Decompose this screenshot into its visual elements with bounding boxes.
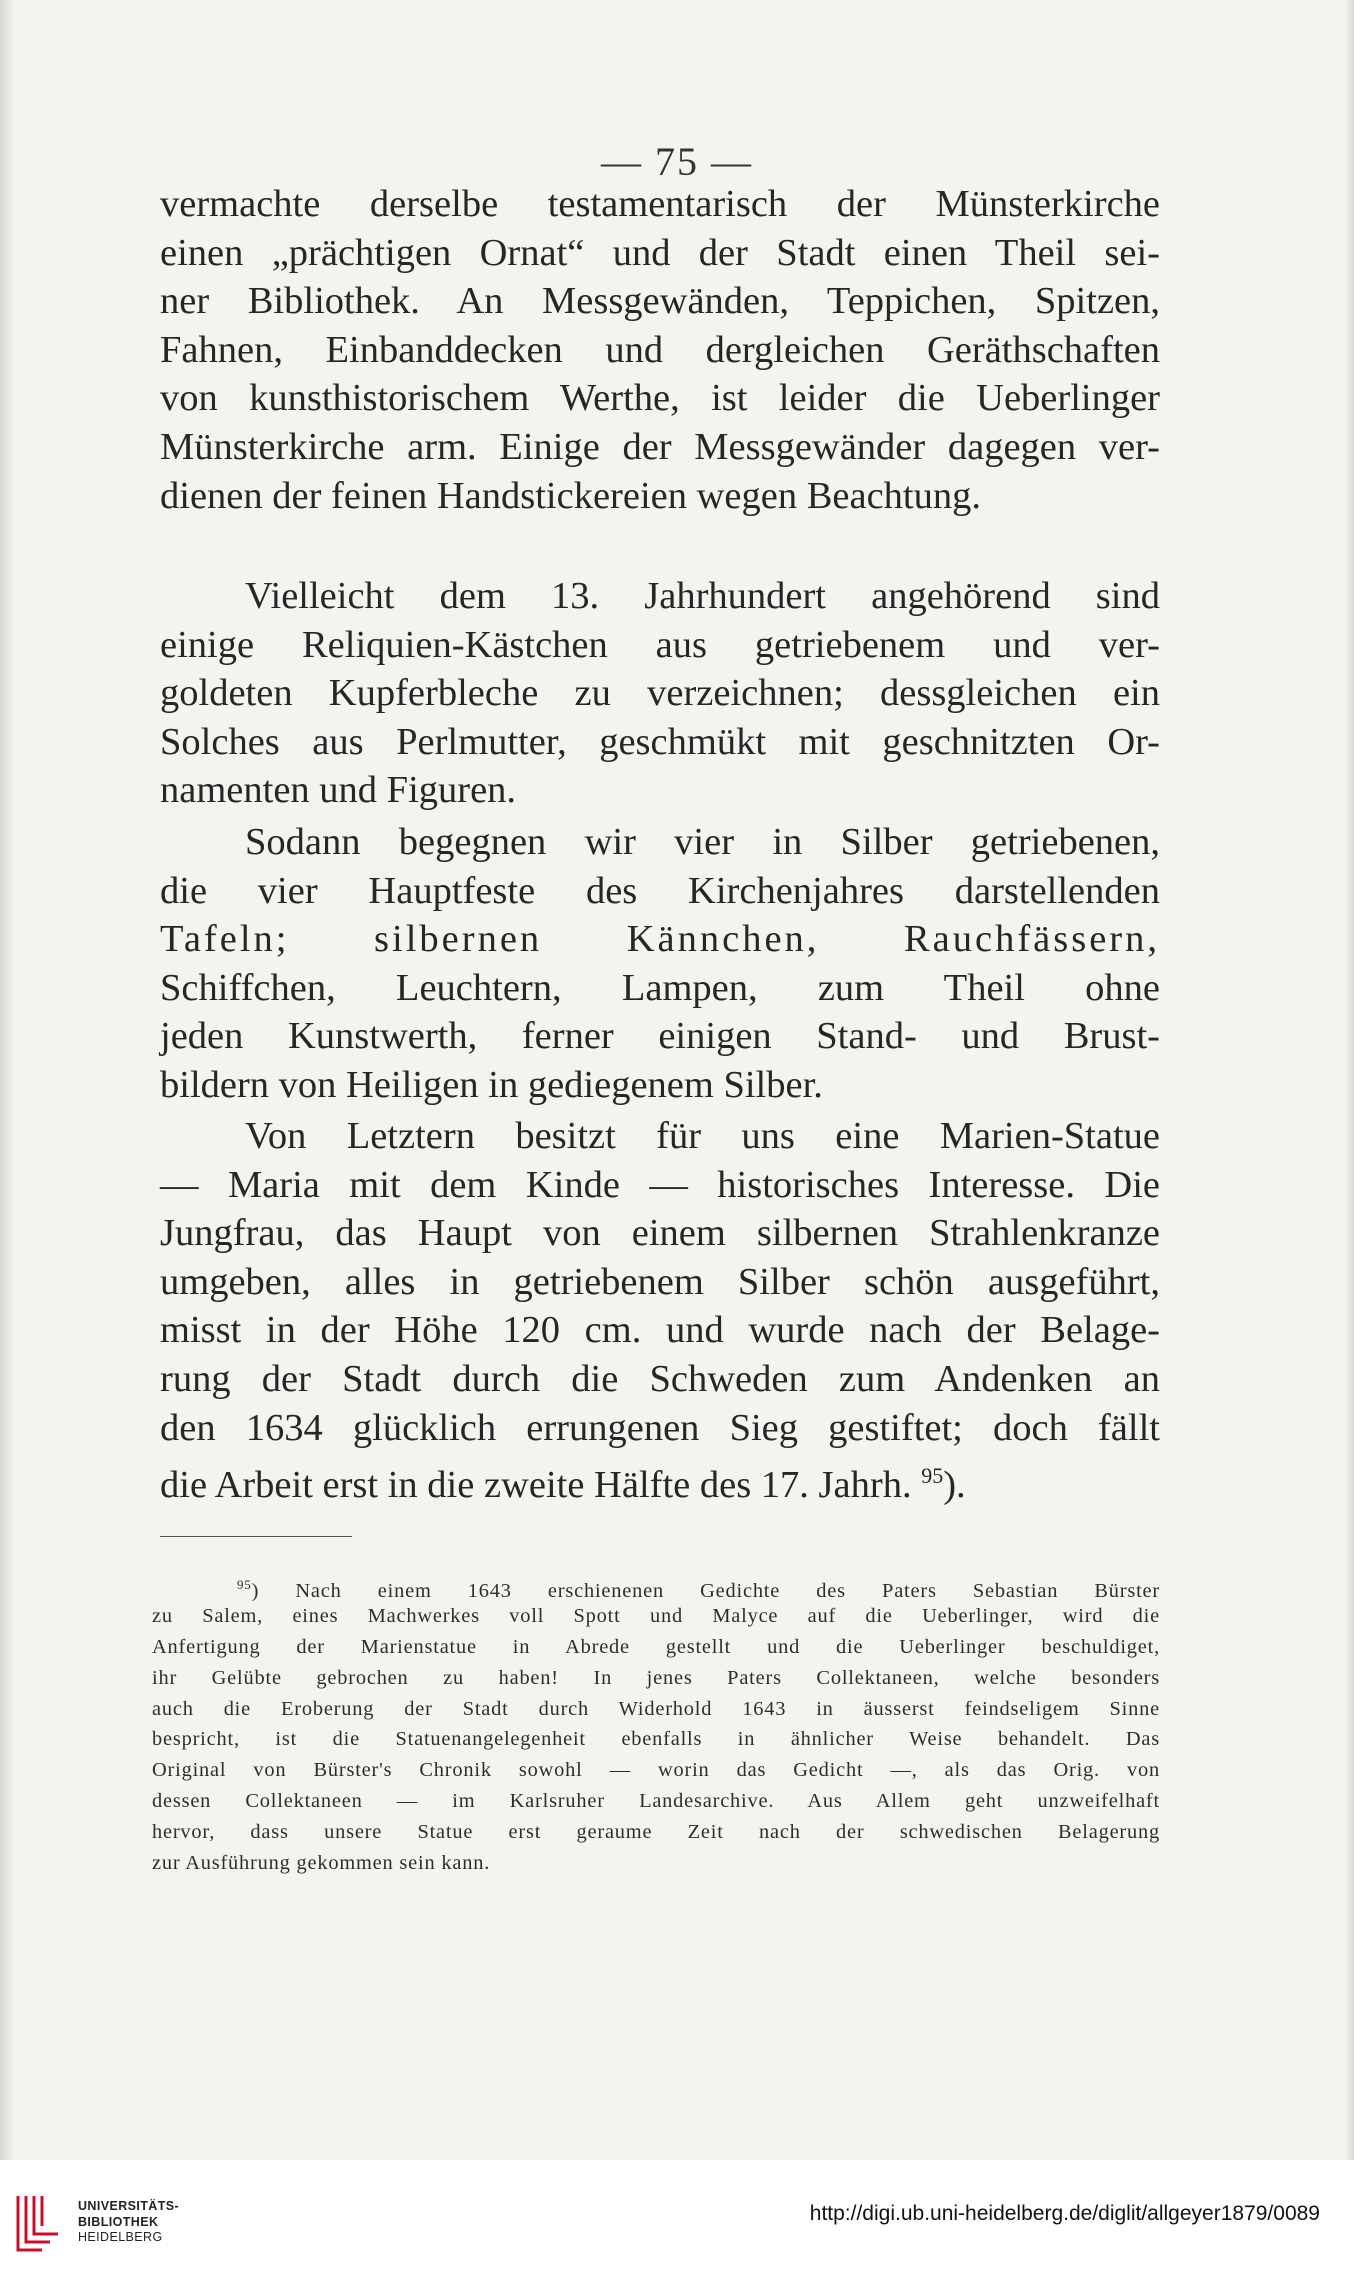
library-name xyxy=(78,2199,179,2246)
text-line: vermachte derselbe testamentarisch der Münsterkirche xyxy=(160,183,1160,225)
footnote-line: dessen Collektaneen — im Karlsruher Landesarchive. Aus Allem geht unzweifelhaft xyxy=(152,1790,1160,1813)
paragraph-2 xyxy=(160,572,1160,815)
footnote-line: zur Ausführung gekommen sein kann. xyxy=(152,1852,491,1875)
footnote-line: hervor, dass unsere Statue erst geraume Zeit nach der schwedischen Belagerung xyxy=(152,1821,1160,1844)
footnote-text: Nach einem 1643 erschienenen Gedichte des Paters Sebastian Bürster xyxy=(295,1580,1160,1602)
footnote-line: Original von Bürster's Chronik sowohl — worin das Gedicht —, als das Orig. von xyxy=(152,1759,1160,1782)
text-line: einige Reliquien-Kästchen aus getriebenem und ver- xyxy=(160,623,1160,666)
page-edge-left xyxy=(0,0,14,2160)
text-line: den 1634 glücklich errungenen Sieg gestiftet; doch fällt xyxy=(160,1406,1160,1449)
text-line-final xyxy=(160,1452,1160,1507)
library-name-line: HEIDELBERG xyxy=(78,2230,163,2244)
text-line: Tafeln; silbernen Kännchen, Rauchfässern, xyxy=(160,918,1160,961)
text-line: ner Bibliothek. An Messgewänden, Teppichen, Spitzen, xyxy=(160,280,1160,323)
text-line: Münsterkirche arm. Einige der Messgewänder dagegen ver- xyxy=(160,425,1160,468)
text-line: Solches aus Perlmutter, geschmükt mit geschnitzten Or- xyxy=(160,720,1160,763)
footnote-line xyxy=(152,1570,1160,1601)
text-line: misst in der Höhe 120 cm. und wurde nach der Belage- xyxy=(160,1309,1160,1352)
paragraph-4 xyxy=(160,1112,1160,1507)
text-line: Fahnen, Einbanddecken und dergleichen Geräthschaften xyxy=(160,328,1160,371)
footnote-95 xyxy=(152,1570,1160,1879)
footnote-marker-close: ) xyxy=(251,1580,260,1602)
footnote-line: ihr Gelübte gebrochen zu haben! In jenes Paters Collektaneen, welche besonders xyxy=(152,1666,1160,1689)
text-line: Schiffchen, Leuchtern, Lampen, zum Theil ohne xyxy=(160,966,1160,1009)
text-line: bildern von Heiligen in gediegenem Silber. xyxy=(160,1063,823,1106)
text-line: von kunsthistorischem Werthe, ist leider die Ueberlinger xyxy=(160,377,1160,420)
footnote-line: zu Salem, eines Machwerkes voll Spott und Malyce auf die Ueberlinger, wird die xyxy=(152,1604,1160,1627)
text-line: Vielleicht dem 13. Jahrhundert angehörend sind xyxy=(245,575,1160,617)
university-library-logo-icon[interactable] xyxy=(12,2188,64,2258)
footnote-line: auch die Eroberung der Stadt durch Widerhold 1643 in äusserst feindseligem Sinne xyxy=(152,1697,1160,1720)
footnote-line: bespricht, ist die Statuenangelegenheit ebenfalls in ähnlicher Weise behandelt. Das xyxy=(152,1728,1160,1751)
text-line: goldeten Kupferbleche zu verzeichnen; dessgleichen ein xyxy=(160,672,1160,715)
library-name-line: BIBLIOTHEK xyxy=(78,2214,159,2229)
page-number: — 75 — xyxy=(601,139,753,184)
closing-punctuation: ). xyxy=(943,1464,966,1507)
footnote-marker: 95 xyxy=(237,1577,252,1592)
text-line: einen „prächtigen Ornat“ und der Stadt einen Theil sei- xyxy=(160,231,1160,274)
paragraph-3 xyxy=(160,818,1160,1110)
permalink-url[interactable]: http://digi.ub.uni-heidelberg.de/diglit/allgeyer1879/0089 xyxy=(809,2202,1320,2225)
paragraph-1 xyxy=(160,180,1160,520)
footnote-line: Anfertigung der Marienstatue in Abrede gestellt und die Ueberlinger beschuldiget, xyxy=(152,1635,1160,1658)
page-edge-right xyxy=(1344,0,1354,2160)
text-line: namenten und Figuren. xyxy=(160,769,517,812)
library-name-line: UNIVERSITÄTS- xyxy=(78,2199,180,2213)
text-line: Jungfrau, das Haupt von einem silbernen Strahlenkranze xyxy=(160,1212,1160,1255)
text-line: die vier Hauptfeste des Kirchenjahres darstellenden xyxy=(160,869,1160,912)
text-line: jeden Kunstwerth, ferner einigen Stand- und Brust- xyxy=(160,1015,1160,1058)
text-line: Sodann begegnen wir vier in Silber getriebenen, xyxy=(245,821,1160,863)
text-line: umgeben, alles in getriebenem Silber schön ausgeführt, xyxy=(160,1260,1160,1303)
footnote-separator xyxy=(160,1536,352,1537)
text-line: dienen der feinen Handstickereien wegen Beachtung. xyxy=(160,474,981,517)
text-line: die Arbeit erst in die zweite Hälfte des 17. Jahrh. xyxy=(160,1464,912,1507)
footnote-reference[interactable]: 95 xyxy=(921,1463,944,1489)
text-line: rung der Stadt durch die Schweden zum Andenken an xyxy=(160,1357,1160,1400)
text-line: Von Letztern besitzt für uns eine Marien-Statue xyxy=(245,1115,1160,1157)
text-line: — Maria mit dem Kinde — historisches Interesse. Die xyxy=(160,1163,1160,1206)
